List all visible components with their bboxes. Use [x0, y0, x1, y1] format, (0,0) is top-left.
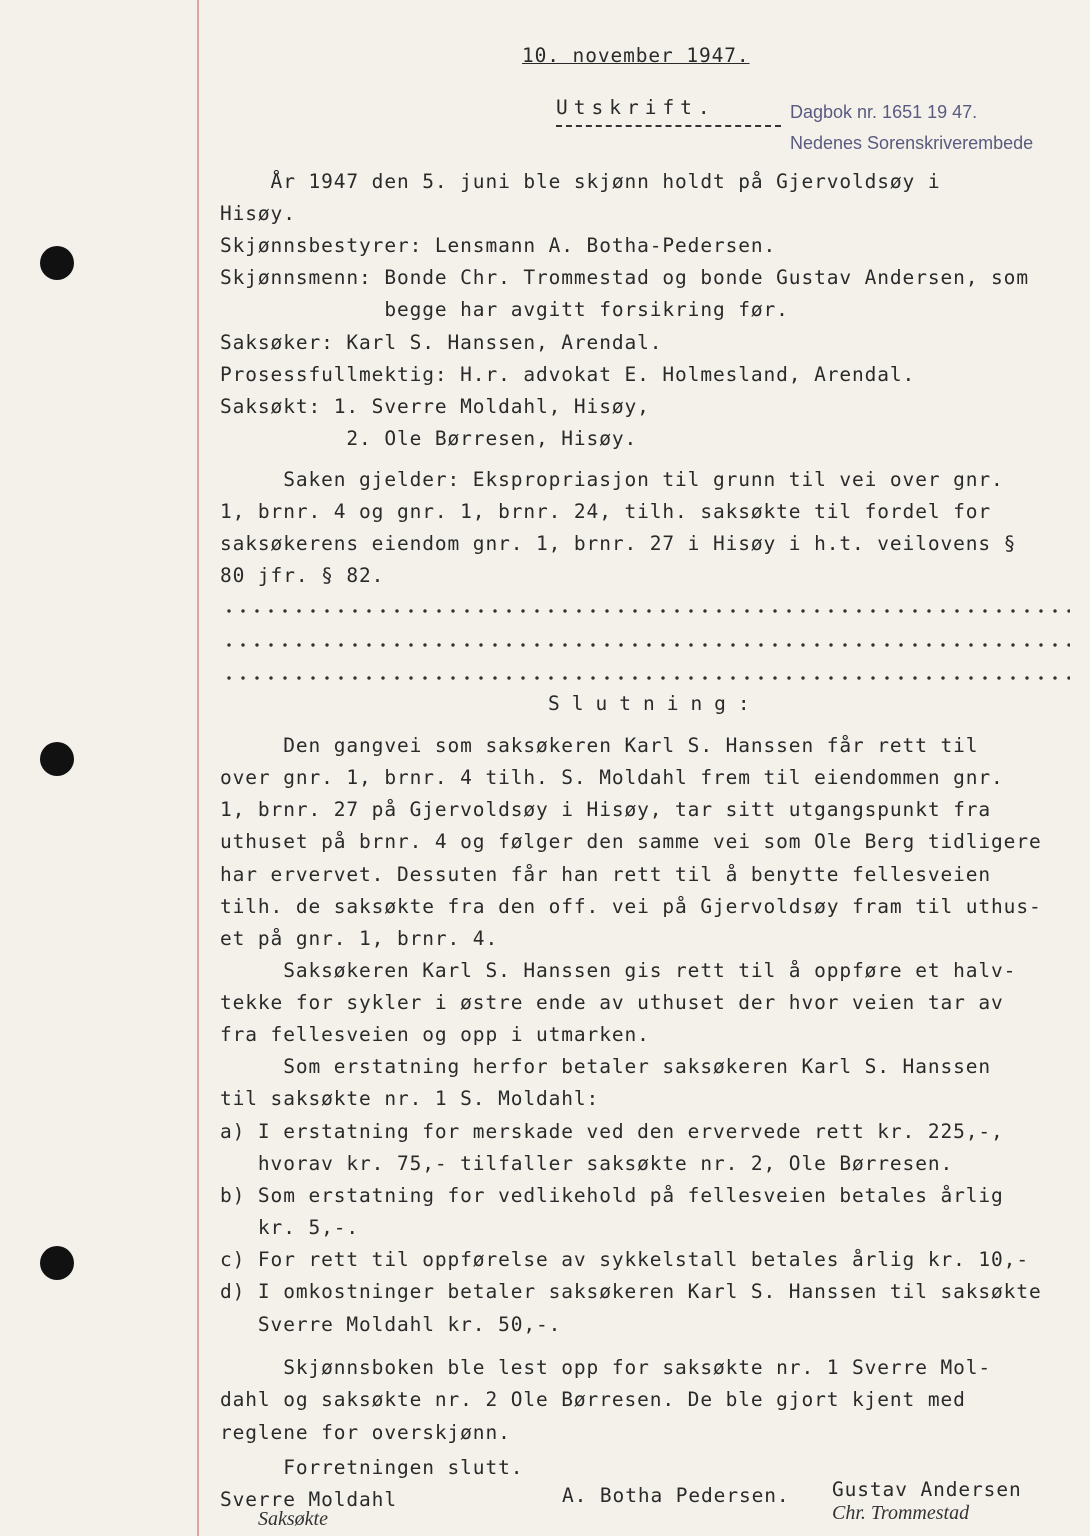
slutning-heading: Slutning: [548, 692, 762, 715]
punch-hole [40, 742, 74, 776]
slutning-line: Forretningen slutt. [220, 1456, 524, 1479]
body-line: Saken gjelder: Ekspropriasjon til grunn til vei over gnr. [220, 468, 1004, 491]
slutning-line: Sverre Moldahl kr. 50,-. [220, 1313, 562, 1336]
slutning-line: tilh. de saksøkte fra den off. vei på Gjervoldsøy fram til uthus- [220, 895, 1042, 918]
office-stamp: Nedenes Sorenskriverembede [790, 133, 1034, 153]
slutning-line: Saksøkeren Karl S. Hanssen gis rett til å oppføre et halv- [220, 959, 1017, 982]
dagbok-stamp: Dagbok nr. 1651 19 47. [790, 102, 978, 122]
margin-line [197, 0, 199, 1536]
body-line: 1, brnr. 4 og gnr. 1, brnr. 24, tilh. saksøkte til fordel for [220, 500, 992, 523]
slutning-line: a) I erstatning for merskade ved den ervervede rett kr. 225,-, [220, 1120, 1004, 1143]
body-line: saksøkerens eiendom gnr. 1, brnr. 27 i Hisøy i h.t. veilovens § [220, 532, 1017, 555]
signature-moldahl: Sverre Moldahl [220, 1488, 397, 1511]
slutning-line: b) Som erstatning for vedlikehold på fellesveien betales årlig [220, 1184, 1004, 1207]
slutning-line: Skjønnsboken ble lest opp for saksøkte nr. 1 Sverre Mol- [220, 1356, 992, 1379]
dotted-line [222, 643, 1070, 647]
title-underline [556, 125, 781, 127]
body-line: begge har avgitt forsikring før. [220, 298, 789, 321]
body-line: År 1947 den 5. juni ble skjønn holdt på Gjervoldsøy i [220, 170, 941, 193]
handwritten-trommestad: Chr. Trommestad [832, 1502, 970, 1524]
body-line: Skjønnsmenn: Bonde Chr. Trommestad og bonde Gustav Andersen, som [220, 266, 1029, 289]
punch-hole [40, 246, 74, 280]
signature-andersen: Gustav Andersen [832, 1478, 1022, 1501]
slutning-line: et på gnr. 1, brnr. 4. [220, 927, 499, 950]
slutning-line: reglene for overskjønn. [220, 1421, 511, 1444]
slutning-line: til saksøkte nr. 1 S. Moldahl: [220, 1087, 600, 1110]
slutning-line: fra fellesveien og opp i utmarken. [220, 1023, 650, 1046]
body-line: 2. Ole Børresen, Hisøy. [220, 427, 638, 450]
body-line: Saksøker: Karl S. Hanssen, Arendal. [220, 331, 663, 354]
dotted-line [222, 609, 1070, 613]
slutning-line: Som erstatning herfor betaler saksøkeren Karl S. Hanssen [220, 1055, 992, 1078]
document-title: Utskrift. [556, 96, 716, 119]
signature-botha-pedersen: A. Botha Pedersen. [562, 1484, 790, 1507]
body-line: Skjønnsbestyrer: Lensmann A. Botha-Pedersen. [220, 234, 777, 257]
slutning-line: hvorav kr. 75,- tilfaller saksøkte nr. 2, Ole Børresen. [220, 1152, 954, 1175]
body-line: 80 jfr. § 82. [220, 564, 385, 587]
slutning-line: har ervervet. Dessuten får han rett til å benytte fellesveien [220, 863, 992, 886]
slutning-line: uthuset på brnr. 4 og følger den samme vei som Ole Berg tidligere [220, 830, 1042, 853]
dotted-line [222, 676, 1070, 680]
punch-hole [40, 1246, 74, 1280]
slutning-line: Den gangvei som saksøkeren Karl S. Hanssen får rett til [220, 734, 979, 757]
document-date: 10. november 1947. [522, 44, 750, 67]
slutning-line: 1, brnr. 27 på Gjervoldsøy i Hisøy, tar sitt utgangspunkt fra [220, 798, 992, 821]
body-line: Hisøy. [220, 202, 296, 225]
body-line: Saksøkt: 1. Sverre Moldahl, Hisøy, [220, 395, 650, 418]
slutning-line: kr. 5,-. [220, 1216, 360, 1239]
slutning-line: dahl og saksøkte nr. 2 Ole Børresen. De ble gjort kjent med [220, 1388, 966, 1411]
slutning-line: c) For rett til oppførelse av sykkelstall betales årlig kr. 10,- [220, 1248, 1029, 1271]
body-line: Prosessfullmektig: H.r. advokat E. Holmesland, Arendal. [220, 363, 916, 386]
slutning-line: d) I omkostninger betaler saksøkeren Karl S. Hanssen til saksøkte [220, 1280, 1042, 1303]
handwritten-saksokte: Saksøkte [258, 1508, 328, 1530]
slutning-line: over gnr. 1, brnr. 4 tilh. S. Moldahl frem til eiendommen gnr. [220, 766, 1004, 789]
slutning-line: tekke for sykler i østre ende av uthuset der hvor veien tar av [220, 991, 1004, 1014]
